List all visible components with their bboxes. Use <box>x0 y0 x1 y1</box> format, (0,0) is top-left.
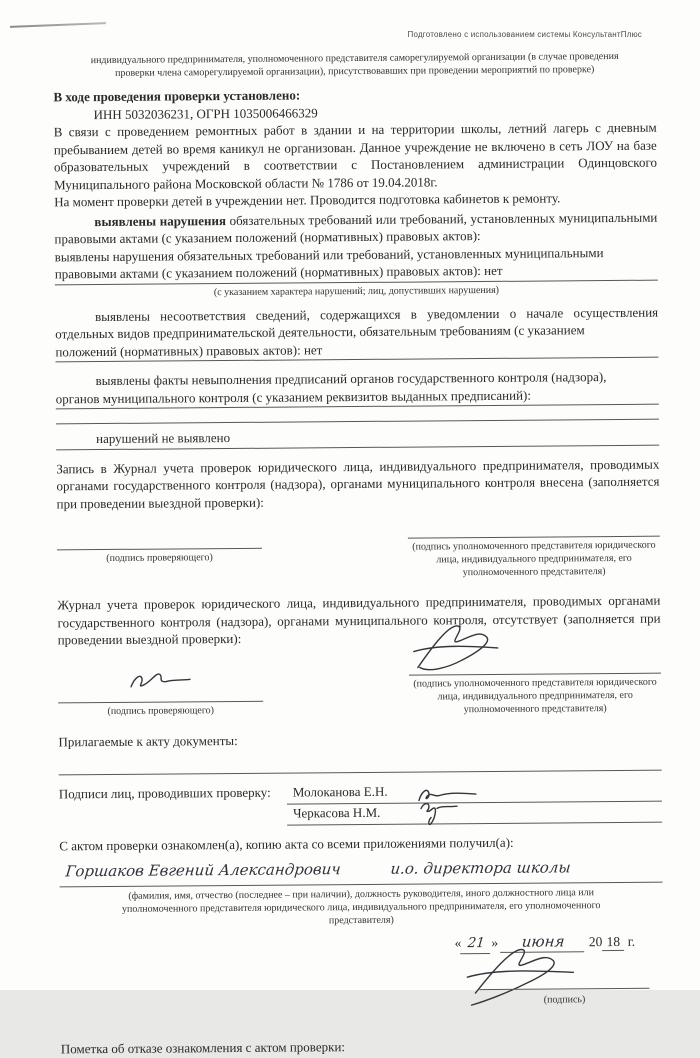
attachments-fill-line <box>59 756 662 776</box>
inspector-signature-line-2 <box>58 700 263 703</box>
header-continuation-note: индивидуального предпринимателя, уполномоченного представителя саморегулируемой организации (в случае проведения проверки члена саморегулируемой организации), присутствовавших при проведении мероприятий по проверке) <box>90 50 619 79</box>
violations-lead-rest: обязательных требований или требований, установленных муниципальными правовыми актами (с указанием положений (нормативных) правовых актов): <box>54 209 658 247</box>
violations-lead-bold: выявлены нарушения <box>94 212 227 229</box>
date-day: 21 <box>460 934 492 953</box>
mismatch-paragraph: выявлены несоответствия сведений, содержащихся в уведомлении о начале осуществления отдельных видов предпринимательской деятельности, обязательным требованиям (с указанием <box>55 304 659 342</box>
mismatch-answer-line <box>55 338 658 362</box>
handwritten-name: Горшаков Евгений Александрович <box>64 859 342 880</box>
inn-ogrn-line: ИНН 5032036231, ОГРН 1035006466329 <box>93 104 318 122</box>
facts-answer-text: нарушений не выявлено <box>96 430 231 447</box>
violations-answer-text: правовыми актами (с указанием положений (нормативных) правовых актов): нет <box>54 262 503 282</box>
signer-rows <box>287 781 662 826</box>
findings-heading: В ходе проведения проверки установлено: <box>53 87 301 105</box>
bottom-signature-block <box>479 954 649 1011</box>
facts-answer-line <box>56 426 659 450</box>
inspector-signature-label: (подпись проверяющего) <box>106 552 213 564</box>
date-year-suffix: г. <box>627 933 636 949</box>
representative-signature-label: (подпись уполномоченного представителя юридического лица, индивидуального предпринимателя, его уполномоченного представителя) <box>412 539 656 579</box>
bottom-signature-label: (подпись) <box>543 994 586 1006</box>
facts-tail-text: органов муниципального контроля (с указанием реквизитов выданных предписаний): <box>55 387 532 406</box>
refusal-label: Пометка об отказе ознакомления с актом проверки: <box>60 1039 346 1057</box>
journal-absent-paragraph: Журнал учета проверок юридического лица, индивидуального предпринимателя, проводимых органами государственного контроля (надзора), органами муниципального контроля, отсутствует (заполняется при проведении выездной проверки): <box>57 592 661 648</box>
violations-lead-paragraph <box>54 208 657 248</box>
inspector-signature-column-2 <box>58 659 263 719</box>
date-month: июня <box>501 933 587 952</box>
journal-entry-paragraph: Запись в Журнал учета проверок юридического лица, индивидуального предпринимателя, проводимых органами государственного контроля (надзора), органами муниципального контроля внесена (заполняется при проведении выездной проверки): <box>56 456 660 511</box>
inspector-signature-line <box>57 548 262 551</box>
violations-answer-note: (с указанием характера нарушений; лиц, допустивших нарушения) <box>213 284 500 298</box>
findings-body-paragraph: В связи с проведением ремонтных работ в здании и на территории школы, летний лагерь с дневным пребыванием детей во время каникул не организован. Данное учреждение не включено в сеть ЛОУ на базе образовательных учреждений в соответствии с Постановлением администрации Одинцовского Муниципального района Московской области № 1786 от 19.04.2018г. <box>53 119 657 192</box>
representative-signature-label-2: (подпись уполномоченного представителя юридического лица, индивидуального предпринимателя, его уполномоченного представителя) <box>413 676 657 715</box>
date-close-quote: » <box>491 934 499 950</box>
signer-signature-icon <box>417 797 461 827</box>
consultant-plus-watermark: Подготовлено с использованием системы КонсультантПлюс <box>407 30 642 39</box>
signer-row <box>287 781 662 805</box>
acquaintance-handwritten-line <box>59 858 662 887</box>
inspector-signature-label-2: (подпись проверяющего) <box>107 704 215 717</box>
acquaintance-note: (фамилия, имя, отчество (последнее – при наличии), должность руководителя, иного должностного лица или уполномоченного представителя юридического лица, индивидуального предпринимателя, его уполномоченного представителя) <box>121 886 601 926</box>
inspector-signature-column <box>57 523 262 583</box>
document-content <box>53 50 664 1058</box>
violations-answer-line2 <box>55 261 658 285</box>
signers-section <box>59 781 662 828</box>
journal-absent-section <box>57 592 661 719</box>
acquaintance-label: С актом проверки ознакомлен(а), копию акта со всеми приложениями получил(а): <box>59 834 514 854</box>
journal-absent-signature-block <box>58 656 661 719</box>
mismatch-answer-text: положений (нормативных) правовых актов): нет <box>55 341 323 359</box>
handwritten-position: и.о. директора школы <box>389 857 572 878</box>
signer-name: Молоканова Е.Н. <box>292 783 388 800</box>
facts-paragraph: выявлены факты невыполнения предписаний органов государственного контроля (надзора), <box>95 369 607 389</box>
violations-answer-line1: выявлены нарушения обязательных требований или требований, установленных муниципальными <box>54 244 604 264</box>
scan-artifact-line <box>10 22 106 28</box>
representative-signature-icon <box>410 617 502 680</box>
representative-signature-column <box>408 520 660 580</box>
date-open-quote: « <box>454 934 462 950</box>
journal-signature-block <box>57 520 660 583</box>
signer-name: Черкасова Н.М. <box>292 804 381 821</box>
signers-label: Подписи лиц, проводивших проверку: <box>58 784 271 802</box>
signer-row <box>287 802 662 826</box>
inspector-signature-icon <box>127 669 193 694</box>
date-century: 20 <box>588 933 603 949</box>
date-year: 18 <box>602 932 624 951</box>
findings-status-line: На момент проверки детей в учреждении нет. Проводится подготовка кабинетов к ремонту. <box>54 190 561 210</box>
attachments-label: Прилагаемые к акту документы: <box>58 732 238 749</box>
